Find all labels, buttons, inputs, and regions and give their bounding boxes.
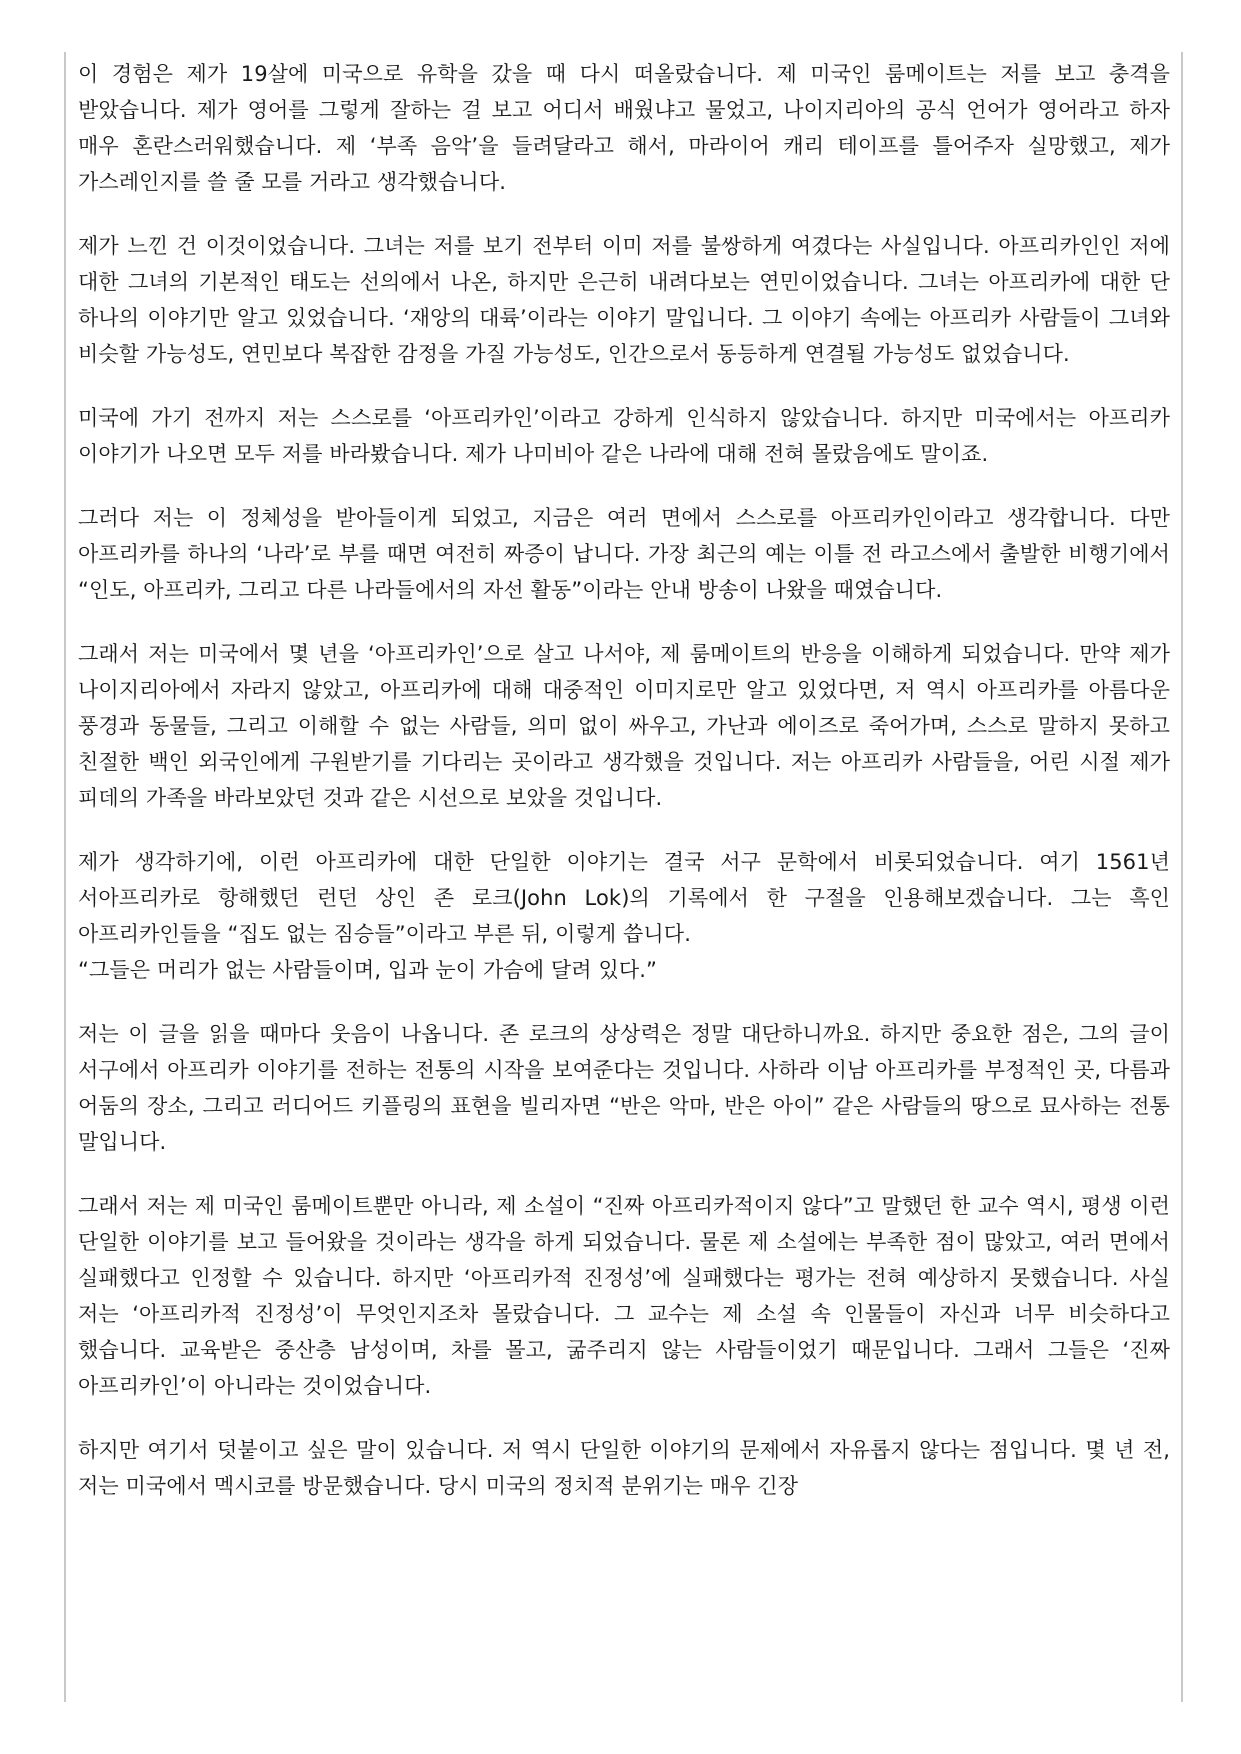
paragraph-8: 그래서 저는 제 미국인 룸메이트뿐만 아니라, 제 소설이 “진짜 아프리카적이지 않다”고 말했던 한 교수 역시, 평생 이런 단일한 이야기를 보고 들어왔을 것이라는 생각을 하게 되었습니다. 물론 제 소설에는 부족한 점이 많았고, 여러 면에서 실패했다고 인정할 수 있습니다. 하지만 ‘아프리카적 진정성’에 실패했다는 평가는 전혀 예상하지 못했습니다. 사실 저는 ‘아프리카적 진정성’이 무엇인지조차 몰랐습니다. 그 교수는 제 소설 속 인물들이 자신과 너무 비슷하다고 했습니다. 교육받은 중산층 남성이며, 차를 몰고, 굶주리지 않는 사람들이었기 때문입니다. 그래서 그들은 ‘진짜 아프리카인’이 아니라는 것이었습니다.: [78, 1194, 1170, 1398]
paragraph-4: 그러다 저는 이 정체성을 받아들이게 되었고, 지금은 여러 면에서 스스로를 아프리카인이라고 생각합니다. 다만 아프리카를 하나의 ‘나라’로 부를 때면 여전히 짜증이 납니다. 가장 최근의 예는 이틀 전 라고스에서 출발한 비행기에서 “인도, 아프리카, 그리고 다른 나라들에서의 자선 활동”이라는 안내 방송이 나왔을 때였습니다.: [78, 506, 1170, 602]
paragraph-6: 제가 생각하기에, 이런 아프리카에 대한 단일한 이야기는 결국 서구 문학에서 비롯되었습니다. 여기 1561년 서아프리카로 항해했던 런던 상인 존 로크(John Lok)의 기록에서 한 구절을 인용해보겠습니다. 그는 흑인 아프리카인들을 “집도 없는 짐승들”이라고 부른 뒤, 이렇게 씁니다. “그들은 머리가 없는 사람들이며, 입과 눈이 가슴에 달려 있다.”: [78, 850, 1170, 982]
paragraph-3: 미국에 가기 전까지 저는 스스로를 ‘아프리카인’이라고 강하게 인식하지 않았습니다. 하지만 미국에서는 아프리카 이야기가 나오면 모두 저를 바라봤습니다. 제가 나미비아 같은 나라에 대해 전혀 몰랐음에도 말이죠.: [78, 406, 1170, 466]
document-body: [78, 56, 1170, 1532]
paragraph-9: 하지만 여기서 덧붙이고 싶은 말이 있습니다. 저 역시 단일한 이야기의 문제에서 자유롭지 않다는 점입니다. 몇 년 전, 저는 미국에서 멕시코를 방문했습니다. 당시 미국의 정치적 분위기는 매우 긴장: [78, 1438, 1170, 1498]
paragraph-2: 제가 느낀 건 이것이었습니다. 그녀는 저를 보기 전부터 이미 저를 불쌍하게 여겼다는 사실입니다. 아프리카인인 저에 대한 그녀의 기본적인 태도는 선의에서 나온, 하지만 은근히 내려다보는 연민이었습니다. 그녀는 아프리카에 대한 단 하나의 이야기만 알고 있었습니다. ‘재앙의 대륙’이라는 이야기 말입니다. 그 이야기 속에는 아프리카 사람들이 그녀와 비슷할 가능성도, 연민보다 복잡한 감정을 가질 가능성도, 인간으로서 동등하게 연결될 가능성도 없었습니다.: [78, 234, 1170, 366]
paragraph-5: 그래서 저는 미국에서 몇 년을 ‘아프리카인’으로 살고 나서야, 제 룸메이트의 반응을 이해하게 되었습니다. 만약 제가 나이지리아에서 자라지 않았고, 아프리카에 대해 대중적인 이미지로만 알고 있었다면, 저 역시 아프리카를 아름다운 풍경과 동물들, 그리고 이해할 수 없는 사람들, 의미 없이 싸우고, 가난과 에이즈로 죽어가며, 스스로 말하지 못하고 친절한 백인 외국인에게 구원받기를 기다리는 곳이라고 생각했을 것입니다. 저는 아프리카 사람들을, 어린 시절 제가 피데의 가족을 바라보았던 것과 같은 시선으로 보았을 것입니다.: [78, 642, 1170, 810]
paragraph-7: 저는 이 글을 읽을 때마다 웃음이 나옵니다. 존 로크의 상상력은 정말 대단하니까요. 하지만 중요한 점은, 그의 글이 서구에서 아프리카 이야기를 전하는 전통의 시작을 보여준다는 것입니다. 사하라 이남 아프리카를 부정적인 곳, 다름과 어둠의 장소, 그리고 러디어드 키플링의 표현을 빌리자면 “반은 악마, 반은 아이” 같은 사람들의 땅으로 묘사하는 전통 말입니다.: [78, 1022, 1170, 1154]
left-margin-rule: [64, 52, 66, 1702]
right-margin-rule: [1181, 52, 1183, 1702]
paragraph-1: 이 경험은 제가 19살에 미국으로 유학을 갔을 때 다시 떠올랐습니다. 제 미국인 룸메이트는 저를 보고 충격을 받았습니다. 제가 영어를 그렇게 잘하는 걸 보고 어디서 배웠냐고 물었고, 나이지리아의 공식 언어가 영어라고 하자 매우 혼란스러워했습니다. 제 ‘부족 음악’을 들려달라고 해서, 마라이어 캐리 테이프를 틀어주자 실망했고, 제가 가스레인지를 쓸 줄 모를 거라고 생각했습니다.: [78, 62, 1171, 194]
